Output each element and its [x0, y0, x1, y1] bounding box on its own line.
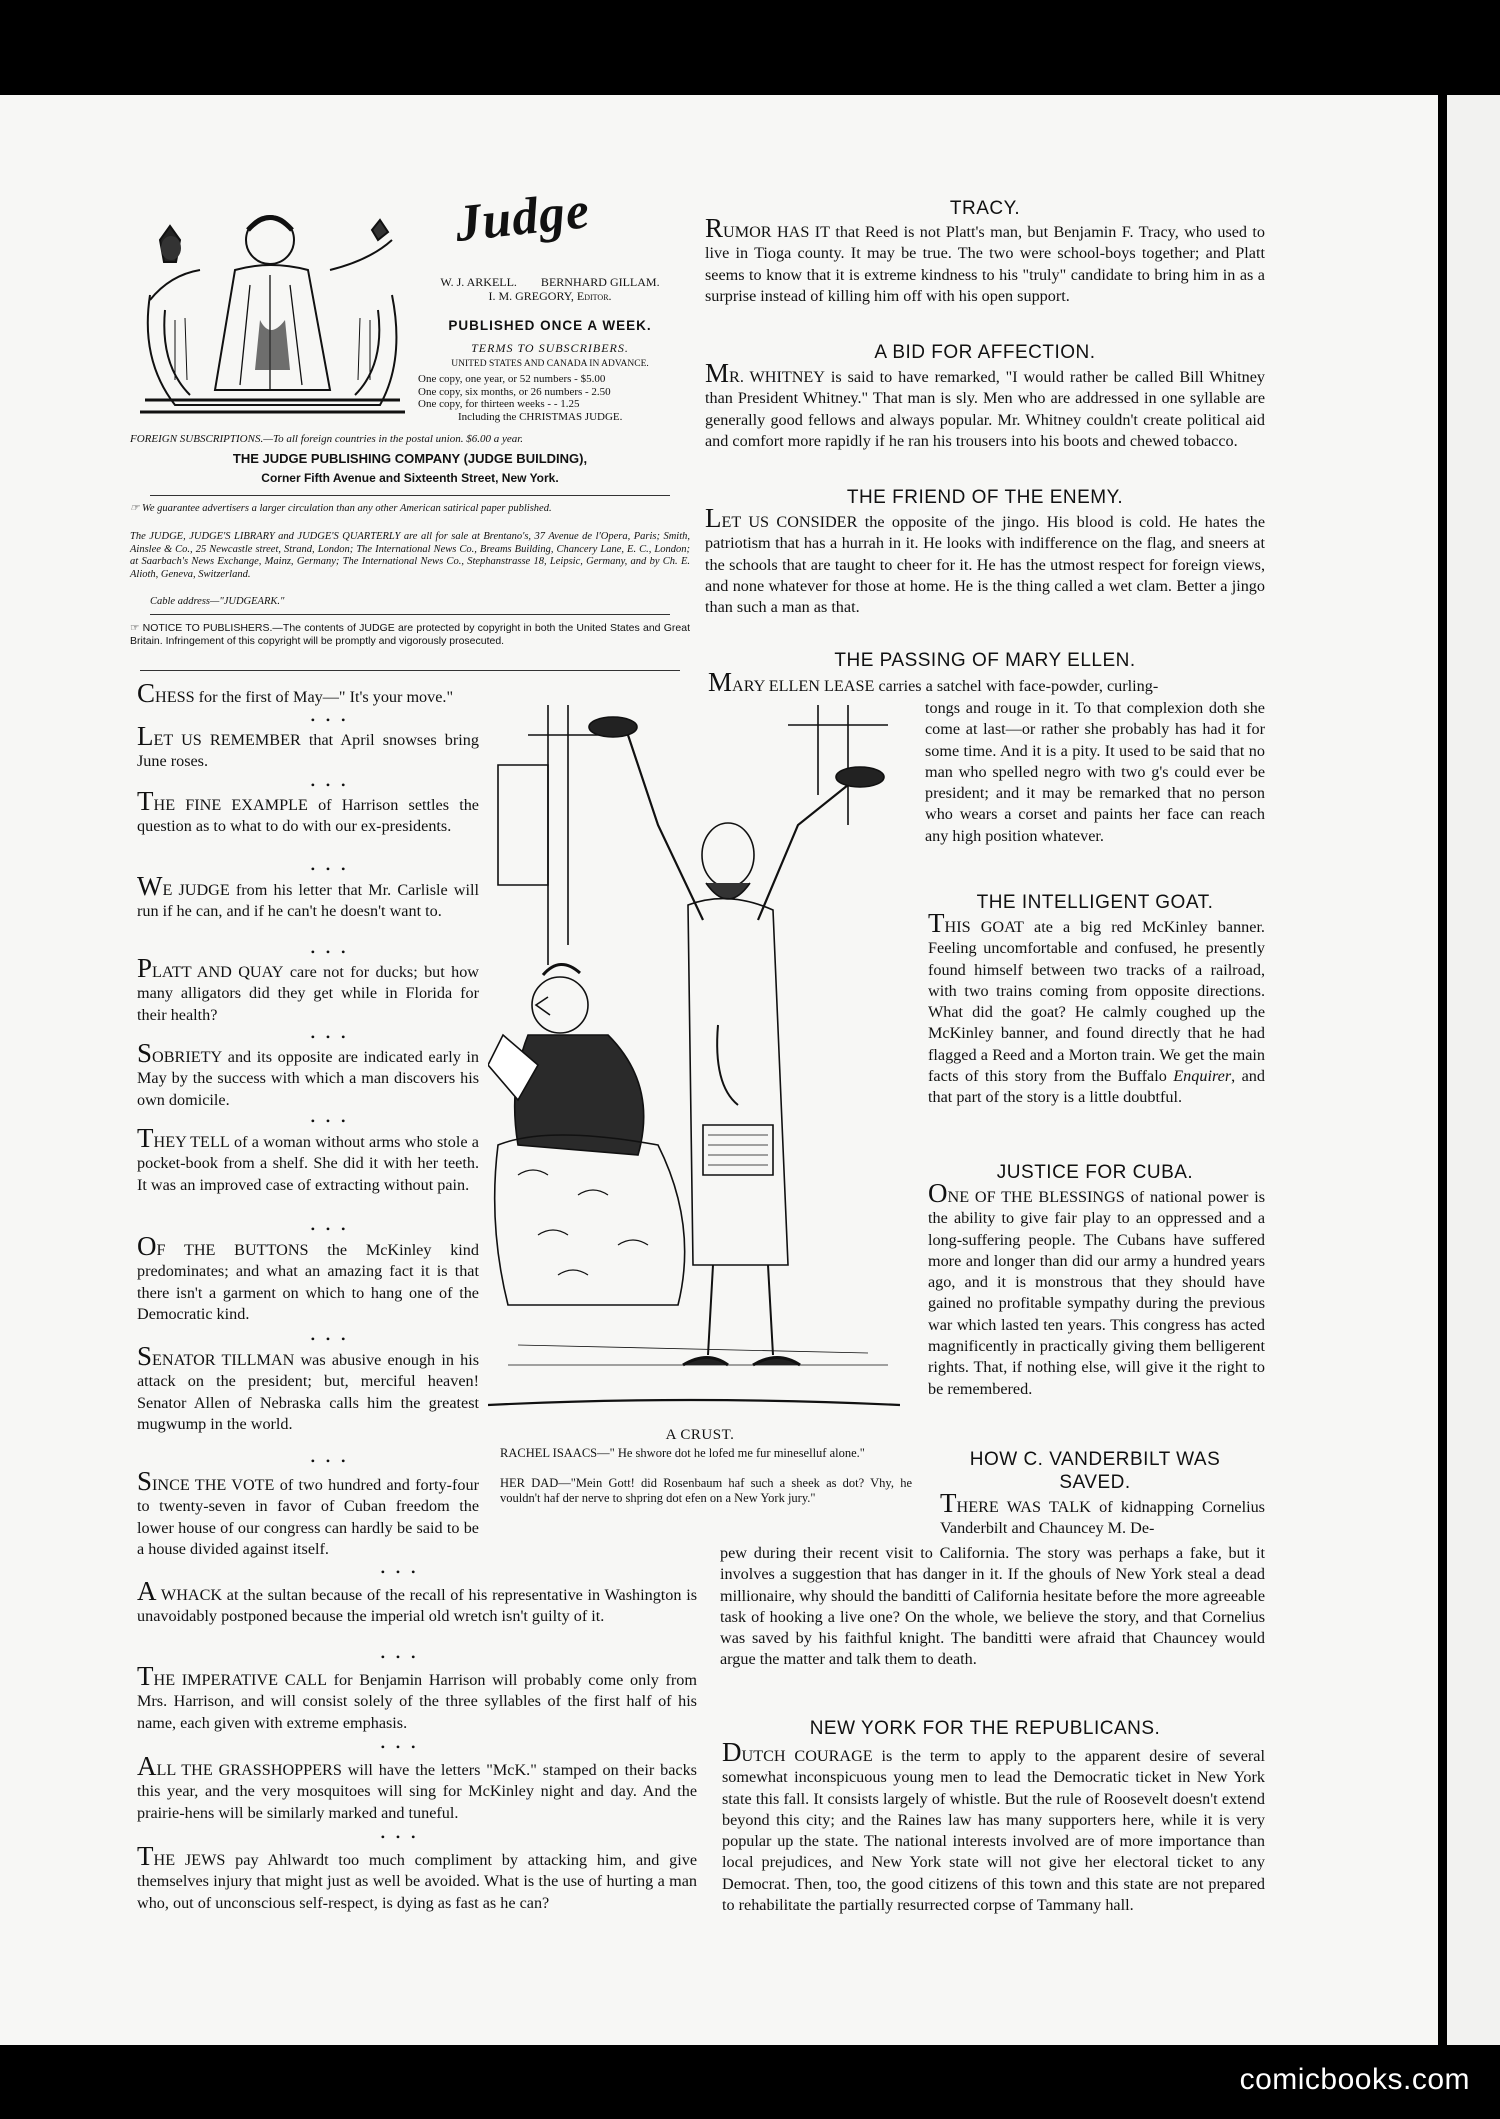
- left-item: OF THE BUTTONS the McKinley kind predominates; and what an amazing fact it is that there isn't a garment on which to hang one of the Democratic kind.: [137, 1231, 479, 1323]
- site-watermark: comicbooks.com: [1239, 2063, 1470, 2096]
- article-tracy: RUMOR HAS IT that Reed is not Platt's man, but Benjamin F. Tracy, who used to live in Tioga county. It may be true. The two were school-boys together; and Platt seems to know that it is extreme kindness to his "truly" candidate to bring him in as a surprise instead of killing him off with his open support.: [705, 213, 1265, 305]
- published-weekly: PUBLISHED ONCE A WEEK.: [448, 318, 652, 333]
- advertiser-guarantee: ☞ We guarantee advertisers a larger circulation than any other American satirical paper published.: [130, 503, 552, 514]
- heading-justice-for-cuba: JUSTICE FOR CUBA.: [996, 1162, 1194, 1183]
- cartoon-title: A CRUST.: [665, 1427, 735, 1443]
- article-vanderbilt-lead: THERE WAS TALK of kidnapping Cornelius Vanderbilt and Chauncey M. De-: [940, 1488, 1265, 1538]
- dots-separator: • • •: [380, 1740, 420, 1754]
- heading-vanderbilt-2: SAVED.: [1059, 1472, 1131, 1493]
- dots-separator: • • •: [380, 1565, 420, 1579]
- wide-item: THE IMPERATIVE CALL for Benjamin Harrison will probably come only from Mrs. Harrison, and will consist solely of the three syllables of the first half of his name, each given with extreme emphasis.: [137, 1661, 697, 1732]
- wide-item: A WHACK at the sultan because of the recall of his representative in Washington is unavoidably postponed because the imperial old wretch isn't guilty of it.: [137, 1576, 697, 1626]
- left-item: PLATT AND QUAY care not for ducks; but how many alligators did they get while in Florida for their health?: [137, 953, 479, 1024]
- article-passing-body: tongs and rouge in it. To that complexion doth she come at last—or rather she probably has had it for some time. And it is a pity. It used to be said that no man who spelled negro with two g's could ever be president; and it may be remarked that no person who wears a corset and paints her face can reach any high position whatever.: [925, 699, 1265, 845]
- heading-intelligent-goat: THE INTELLIGENT GOAT.: [976, 892, 1214, 913]
- dots-separator: • • •: [310, 1454, 350, 1468]
- notice-to-publishers: ☞ NOTICE TO PUBLISHERS.—The contents of JUDGE are protected by copyright in both the United States and Great Britain. Infringement of this copyright will be promptly and vigorously prosecuted.: [130, 622, 690, 647]
- article-bid-for-affection: MR. WHITNEY is said to have remarked, "I would rather be called Bill Whitney than President Whitney." That man is sly. Men who are addressed in one syllable are generally good fellows and always popular. Mr. Whitney couldn't create political aid and comfort more rapidly if he ran his trousers into his boots and chewed tobacco.: [705, 358, 1265, 450]
- cartoon-caption-line-2: HER DAD—"Mein Gott! did Rosenbaum haf such a sheek as dot? Vhy, he vouldn't haf der nerve to shpring dot efen on a New York jury.": [500, 1476, 912, 1505]
- next-page-edge: [1447, 95, 1500, 2045]
- publisher-name: THE JUDGE PUBLISHING COMPANY (JUDGE BUILDING),: [232, 451, 588, 466]
- dots-separator: • • •: [310, 778, 350, 792]
- article-passing-lead: MARY ELLEN LEASE carries a satchel with face-powder, curling-: [708, 667, 1159, 697]
- article-justice-for-cuba: ONE OF THE BLESSINGS of national power is the ability to give fair play to an oppressed and a long-suffering people. The Cubans have suffered more and longer than did our army a hundred years ago, and it is monstrous that they should have gained no profitable sympathy during the previous war which lasted ten years. This congress has acted magnificently in practically giving them belligerent rights. That, if nothing else, will give it the right to be remembered.: [928, 1178, 1265, 1398]
- left-item: LET US REMEMBER that April snowses bring June roses.: [137, 721, 479, 771]
- divider: [150, 614, 670, 615]
- term-row: One copy, six months, or 26 numbers - 2.50: [418, 385, 611, 398]
- dots-separator: • • •: [310, 945, 350, 959]
- article-friend-of-enemy: LET US CONSIDER the opposite of the jingo. His blood is cold. He hates the patriotism that has a hurrah in it. He looks with indifference on the flag, and sneers at the schools that are taught to cheer for it. He has the utmost respect for foreign views, and none whatever for those at home. He is the thing called a wet clam. Better a jingo than such a man as that.: [705, 503, 1266, 617]
- article-vanderbilt-body: pew during their recent visit to California. The story was perhaps a fake, but it involves a suggestion that has danger in it. If the ghouls of New York steal a dead millionaire, why should the banditti of California hesitate before the more agreeable task of hooking a live one? On the whole, we believe the story, and that Cornelius was saved by his faithful knight. The banditti were afraid that Chauncey would argue the matter and talk them to death.: [720, 1544, 1265, 1669]
- heading-new-york-republicans: NEW YORK FOR THE REPUBLICANS.: [809, 1718, 1161, 1739]
- article-new-york-republicans: DUTCH COURAGE is the term to apply to the apparent desire of several somewhat inconspicuous young men to lead the Democratic ticket in New York state this fall. It consists largely of whistle. But the rule of Roosevelt doesn't extend beyond this city; and the Raines law has many supporters here, while it is very popular up the state. The national interests involved are of more importance than local prejudices, and New York state will not give her electoral ticket to any Democrat. Then, too, the good citizens of this town and this state are not prepared to rehabilitate the partially resurrected corpse of Tammany hall.: [722, 1737, 1265, 1915]
- cartoon-caption-line-1: RACHEL ISAACS—" He shwore dot he lofed me fur mineselluf alone.": [500, 1446, 865, 1460]
- foreign-subscriptions: FOREIGN SUBSCRIPTIONS.—To all foreign countries in the postal union. $6.00 a year.: [130, 433, 524, 445]
- wide-item: THE JEWS pay Ahlwardt too much compliment by attacking him, and give themselves injury that might just as well be avoided. What is the use of hurting a man who, out of unconscious self-respect, is dying as fast as he can?: [137, 1841, 698, 1912]
- staff-line-1: W. J. ARKELL. BERNHARD GILLAM.: [440, 275, 660, 289]
- judge-throne-illustration: [130, 200, 415, 425]
- sale-locations: The JUDGE, JUDGE'S LIBRARY and JUDGE'S QUARTERLY are all for sale at Brentano's, 37 Avenue de l'Opera, Paris; Smith, Ainslee & Co., 25 Newcastle street, Strand, London; The International News Co., Breams Building, Chancery Lane, E. C., London; at Saarbach's News Exchange, Mainz, Germany; The International News Co., Stephanstrasse 18, Leipsic, Germany, and by Ch. E. Alioth, Geneva, Switzerland.: [130, 531, 690, 580]
- heading-passing-of-mary-ellen: THE PASSING OF MARY ELLEN.: [834, 650, 1136, 671]
- article-intelligent-goat: THIS GOAT ate a big red McKinley banner. Feeling uncomfortable and confused, he presently found himself between two tracks of a railroad, with two trains coming from opposite directions. What did the goat? He calmly coughed up the McKinley banner, and found directly that he had flagged a Reed and a Morton train. We get the main facts of this story from the Buffalo Enquirer, and that part of the story is a little doubtful.: [928, 908, 1265, 1107]
- heading-vanderbilt-1: HOW C. VANDERBILT WAS: [969, 1449, 1221, 1470]
- left-item: THEY TELL of a woman without arms who stole a pocket-book from a shelf. She did it with her teeth. It was an improved case of extracting without pain.: [137, 1123, 479, 1194]
- terms-subtitle: UNITED STATES AND CANADA IN ADVANCE.: [451, 359, 649, 369]
- staff-line-2: I. M. GREGORY, Editor.: [488, 289, 612, 303]
- dots-separator: • • •: [310, 862, 350, 876]
- term-row: One copy, one year, or 52 numbers - $5.00: [418, 373, 606, 385]
- dots-separator: • • •: [380, 1650, 420, 1664]
- heading-friend-of-enemy: THE FRIEND OF THE ENEMY.: [846, 487, 1124, 508]
- divider: [150, 495, 670, 496]
- term-row: Including the CHRISTMAS JUDGE.: [458, 410, 623, 423]
- publisher-address: Corner Fifth Avenue and Sixteenth Street, New York.: [261, 471, 559, 485]
- judge-logo: Judge: [452, 182, 593, 253]
- cable-address: Cable address—"JUDGEARK.": [150, 596, 285, 607]
- left-item: CHESS for the first of May—" It's your move.": [137, 678, 454, 708]
- heading-tracy: TRACY.: [949, 198, 1021, 219]
- term-row: One copy, for thirteen weeks - - 1.25: [418, 398, 580, 410]
- crust-cartoon-illustration: [488, 705, 900, 1425]
- left-item: SENATOR TILLMAN was abusive enough in his attack on the president; but, merciful heaven! Senator Allen of Nebraska calls him the greatest mugwump in the world.: [137, 1341, 479, 1433]
- dots-separator: • • •: [310, 1332, 350, 1346]
- wide-item: ALL THE GRASSHOPPERS will have the letters "McK." stamped on their backs this year, and the very mosquitoes will sing for McKinley night and day. And the prairie-hens will be similarly marked and tuneful.: [137, 1751, 697, 1822]
- left-item: SOBRIETY and its opposite are indicated early in May by the success with which a man discovers his own domicile.: [137, 1038, 479, 1109]
- divider: [140, 670, 680, 671]
- left-item: SINCE THE VOTE of two hundred and forty-four to twenty-seven in favor of Cuban freedom the lower house of our congress can hardly be said to be a house divided against itself.: [137, 1466, 479, 1558]
- left-item: WE JUDGE from his letter that Mr. Carlisle will run if he can, and if he can't he doesn't want to.: [137, 871, 479, 921]
- terms-title: TERMS TO SUBSCRIBERS.: [471, 341, 629, 355]
- dots-separator: • • •: [310, 1030, 350, 1044]
- dots-separator: • • •: [310, 1114, 350, 1128]
- subscription-terms: [418, 373, 688, 423]
- dots-separator: • • •: [380, 1830, 420, 1844]
- left-item: THE FINE EXAMPLE of Harrison settles the question as to what to do with our ex-presidents.: [137, 786, 479, 836]
- heading-bid-for-affection: A BID FOR AFFECTION.: [874, 342, 1096, 363]
- dots-separator: • • •: [310, 713, 350, 727]
- dots-separator: • • •: [310, 1222, 350, 1236]
